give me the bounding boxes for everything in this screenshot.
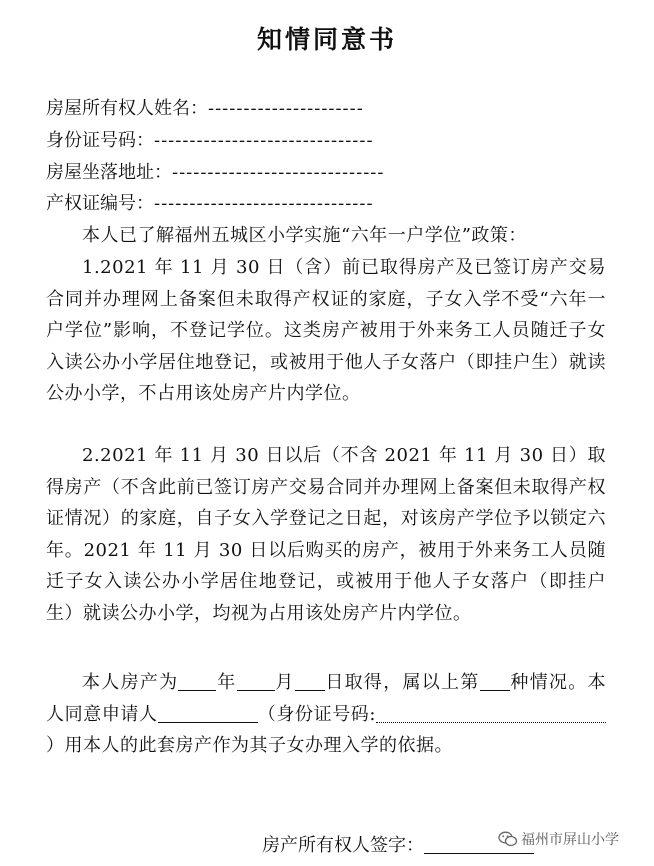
certificate-number-blank: -------------------------------	[154, 193, 374, 214]
day-blank	[295, 672, 325, 691]
id-open-text: （身份证号码:	[257, 703, 376, 725]
month-blank	[237, 672, 275, 691]
clause-1-paragraph: 1.2021 年 11 月 30 日（含）前已取得房产及已签订房产交易合同并办理网上备案但未取得产权证的家庭，子女入学不受“六年一户学位”影响，不登记学位。这类房产被用于外来务工人员随迁子女入读公办小学居住地登记，或被用于他人子女落户（即挂户生）就读公办小学，不占用该处房产片内学位。	[46, 257, 606, 405]
wechat-icon	[498, 831, 518, 847]
address-field	[46, 162, 384, 184]
year-label: 年	[216, 672, 237, 693]
address-blank: ------------------------------	[172, 162, 385, 183]
owner-name-label: 房屋所有权人姓名：	[46, 98, 208, 119]
certificate-number-label: 产权证编号：	[46, 193, 154, 214]
statement-rest: ）用本人的此套房产作为其子女办理入学的依据。	[46, 735, 453, 757]
id-number-label: 身份证号码：	[46, 130, 154, 151]
owner-name-field	[46, 98, 364, 120]
month-label: 月	[274, 672, 295, 693]
owner-name-blank: ----------------------	[208, 98, 364, 119]
statement-paragraph	[46, 667, 606, 762]
signature-line	[262, 831, 534, 857]
statement-part1: 本人房产为	[82, 672, 179, 693]
watermark-text: 福州市屏山小学	[521, 832, 619, 848]
day-obtained-text: 日取得，属以上第	[324, 672, 480, 693]
situation-text: 种情况。本人同意申请人	[46, 672, 607, 725]
watermark	[498, 829, 619, 849]
intro-paragraph: 本人已了解福州五城区小学实施“六年一户学位”政策：	[82, 225, 527, 246]
document-title: 知情同意书	[256, 25, 397, 54]
address-label: 房屋坐落地址：	[46, 162, 172, 183]
id-number-blank: -------------------------------	[154, 130, 374, 151]
situation-number-blank	[480, 672, 510, 691]
certificate-number-field	[46, 193, 374, 215]
clause-2-paragraph: 2.2021 年 11 月 30 日以后（不含 2021 年 11 月 30 日）取得房产（不含此前已签订房产交易合同并办理网上备案但未取得产权证情况）的家庭，自子女入学登记之日起，对该房产学位予以锁定六年。2021 年 11 月 30 日以后购买的房产，被用于外来务工人员随迁子女入读公办小学居住地登记，或被用于他人子女落户（即挂户生）就读公办小学，均视为占用该处房产片内学位。	[46, 445, 606, 624]
applicant-name-blank	[158, 704, 258, 723]
id-number-field	[46, 130, 374, 152]
signature-label: 房产所有权人签字：	[262, 835, 424, 856]
year-blank	[178, 672, 216, 691]
applicant-id-blank	[376, 704, 606, 723]
